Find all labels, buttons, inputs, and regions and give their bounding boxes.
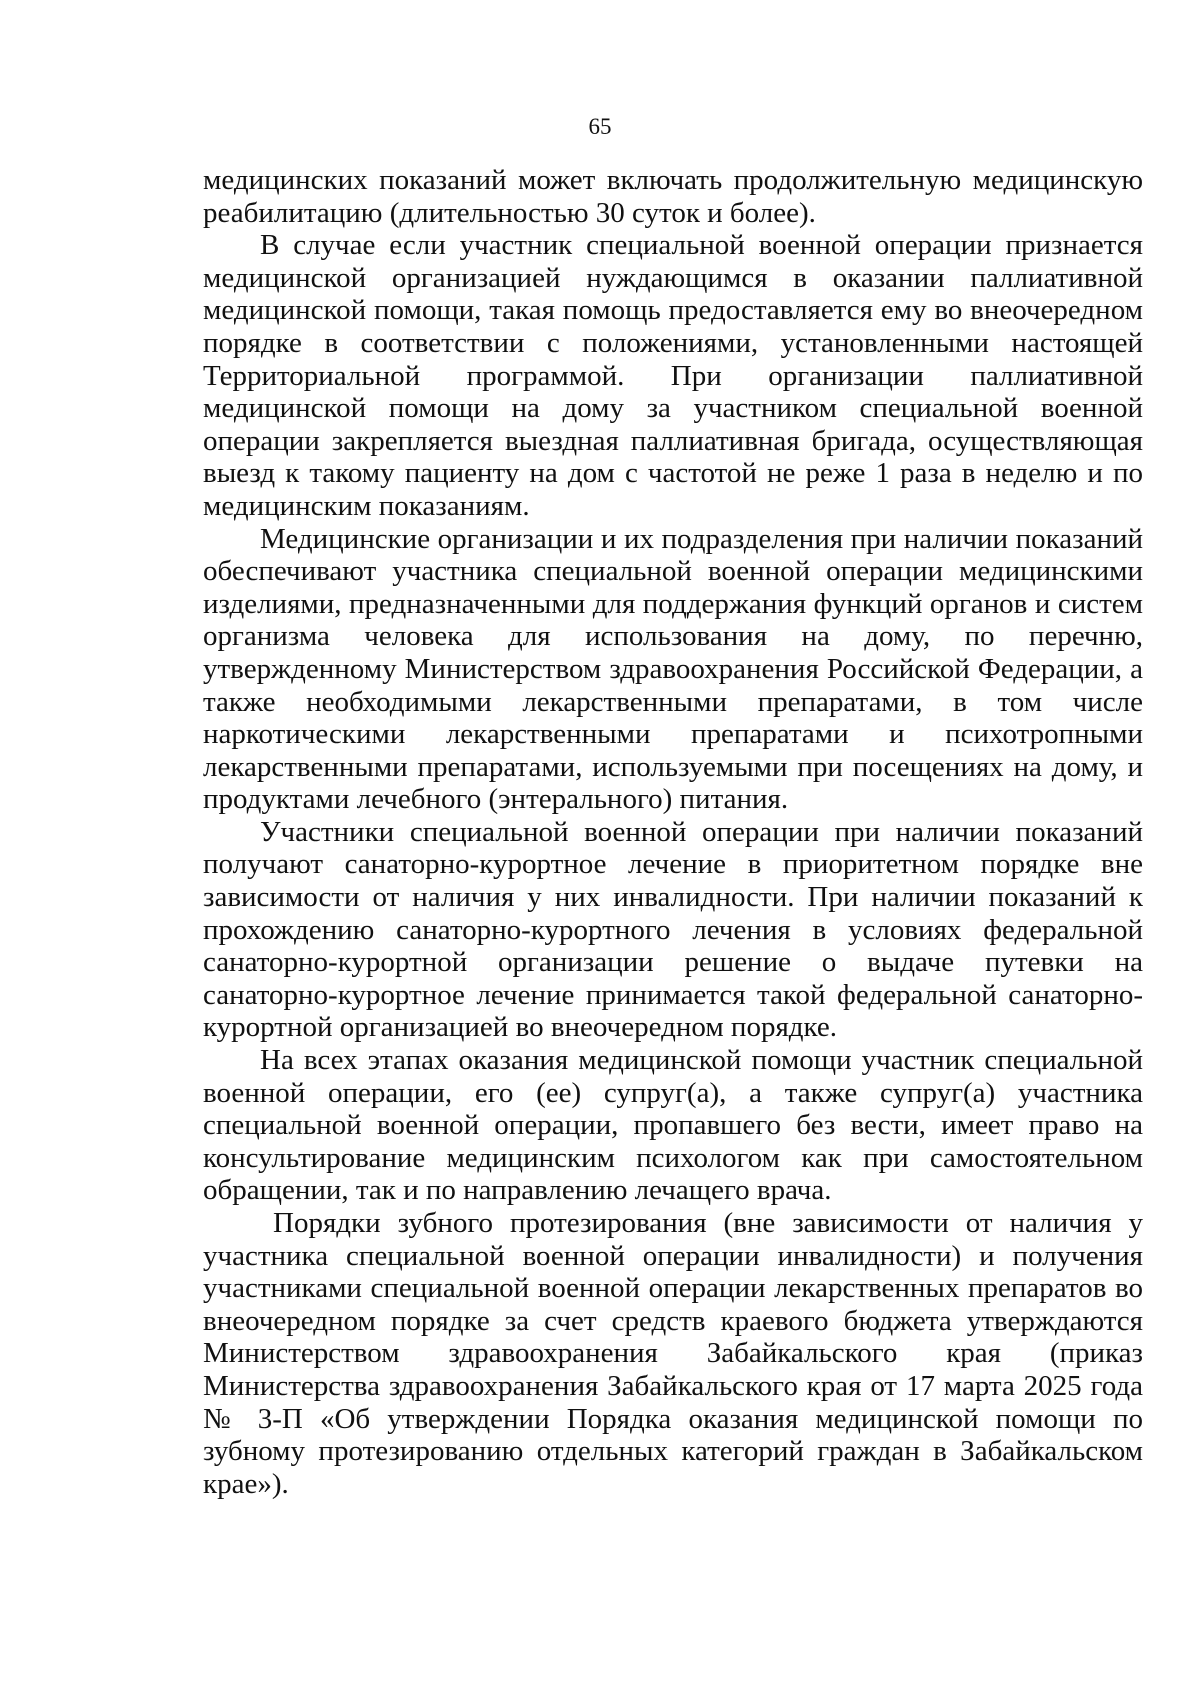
paragraph-sanatorium-treatment: Участники специальной военной операции при наличии показаний получают санаторно-курортное лечение в приоритетном порядке вне зависимости от наличия у них инвалидности. При наличии показаний к прохождению санаторно-курортного лечения в условиях федеральной санаторно-курортной организации решение о выдаче путевки на санаторно-курортное лечение принимается такой федеральной санаторно-курортной организацией во внеочередном порядке.	[203, 815, 1143, 1044]
paragraph-medical-devices: Медицинские организации и их подразделения при наличии показаний обеспечивают участника специальной военной операции медицинскими изделиями, предназначенными для поддержания функций органов и систем организма человека для использования на дому, по перечню, утвержденному Министерством здравоохранения Российской Федерации, а также необходимыми лекарственными препаратами, в том числе наркотическими лекарственными препаратами и психотропными лекарственными препаратами, используемыми при посещениях на дому, и продуктами лечебного (энтерального) питания.	[203, 522, 1143, 816]
page-number: 65	[588, 114, 612, 139]
paragraph-rehabilitation: медицинских показаний может включать продолжительную медицинскую реабилитацию (длительностью 30 суток и более).	[203, 164, 1143, 229]
paragraph-psychologist-consultation: На всех этапах оказания медицинской помощи участник специальной военной операции, его (ее) супруг(а), а также супруг(а) участника специальной военной операции, пропавшего без вести, имеет право на консультирование медицинским психологом как при самостоятельном обращении, так и по направлению лечащего врача.	[203, 1044, 1143, 1207]
paragraph-palliative-care: В случае если участник специальной военной операции признается медицинской организацией нуждающимся в оказании паллиативной медицинской помощи, такая помощь предоставляется ему во внеочередном порядке в соответствии с положениями, установленными настоящей Территориальной программой. При организации паллиативной медицинской помощи на дому за участником специальной военной операции закрепляется выездная паллиативная бригада, осуществляющая выезд к такому пациенту на дом с частотой не реже 1 раза в неделю и по медицинским показаниям.	[203, 229, 1143, 522]
document-body	[203, 164, 1143, 1500]
paragraph-dental-prosthetics: Порядки зубного протезирования (вне зависимости от наличия у участника специальной военной операции инвалидности) и получения участниками специальной военной операции лекарственных препаратов во внеочередном порядке за счет средств краевого бюджета утверждаются Министерством здравоохранения Забайкальского края (приказ Министерства здравоохранения Забайкальского края от 17 марта 2025 года № 3-П «Об утверждении Порядка оказания медицинской помощи по зубному протезированию отдельных категорий граждан в Забайкальском крае»).	[203, 1207, 1143, 1500]
